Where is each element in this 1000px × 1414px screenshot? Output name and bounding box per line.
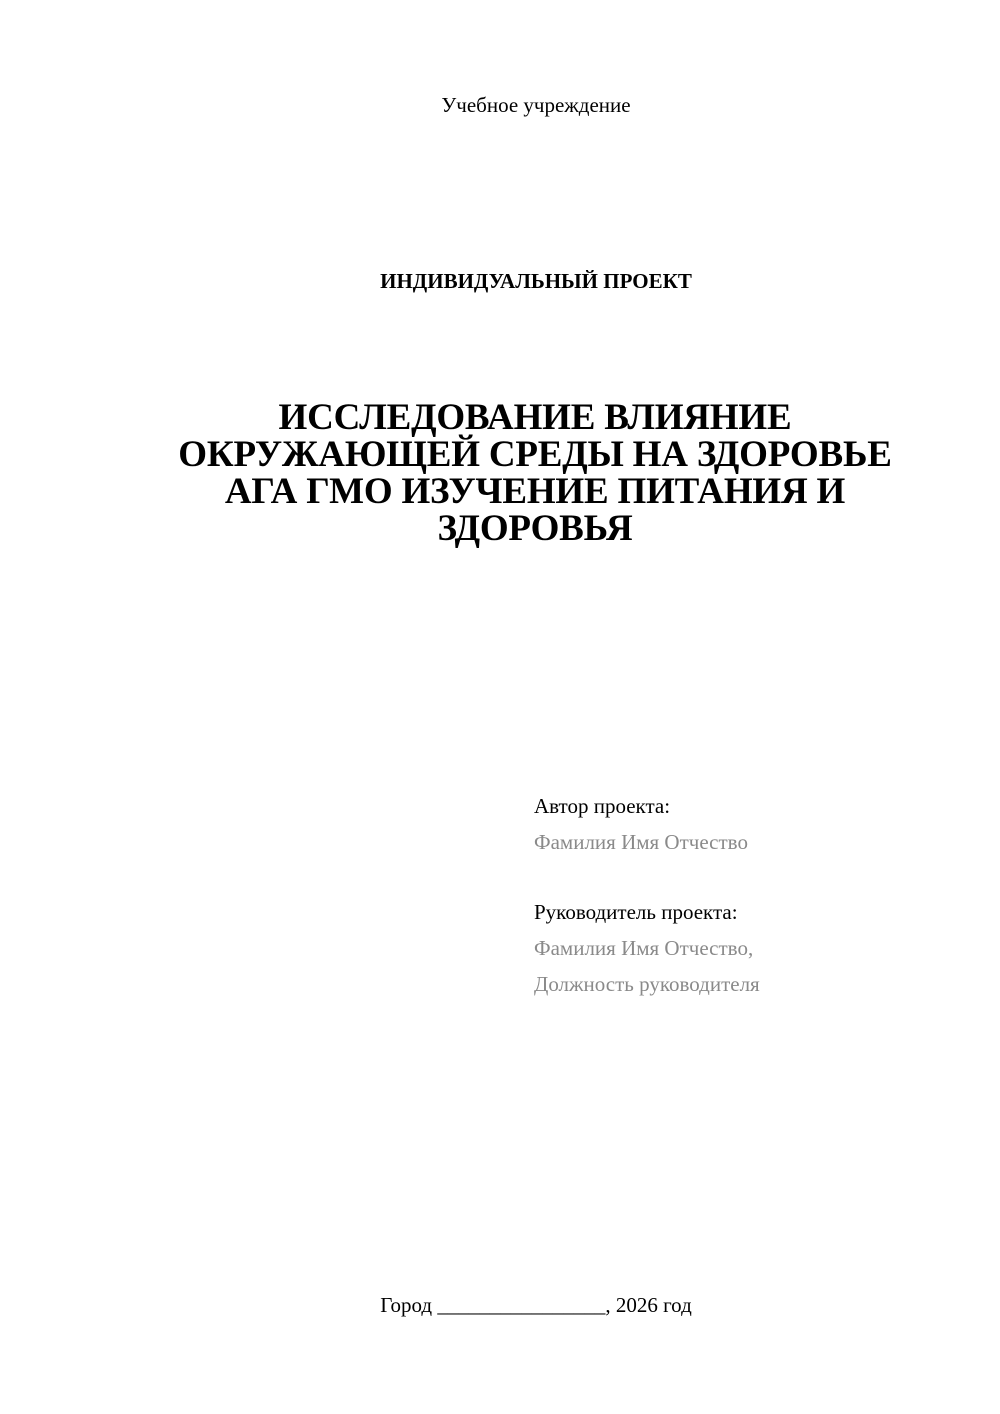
project-title-line: ЗДОРОВЬЯ <box>437 508 633 549</box>
credits-spacer <box>534 860 974 894</box>
project-title-line: ОКРУЖАЮЩЕЙ СРЕДЫ НА ЗДОРОВЬЕ <box>178 434 892 475</box>
project-title-line: АГА ГМО ИЗУЧЕНИЕ ПИТАНИЯ И <box>224 471 846 512</box>
city-year-line: Город ________________, 2026 год <box>380 1293 692 1317</box>
author-label: Автор проекта: <box>534 794 671 818</box>
author-name-placeholder: Фамилия Имя Отчество <box>534 830 748 854</box>
project-title-line: ИССЛЕДОВАНИЕ ВЛИЯНИЕ <box>278 397 792 438</box>
supervisor-position-placeholder: Должность руководителя <box>534 972 760 996</box>
project-title <box>130 399 940 547</box>
project-kind-heading: ИНДИВИДУАЛЬНЫЙ ПРОЕКТ <box>380 269 692 293</box>
credits-block <box>534 788 974 1002</box>
supervisor-name-placeholder: Фамилия Имя Отчество, <box>534 936 754 960</box>
institution-name: Учебное учреждение <box>441 93 631 117</box>
supervisor-label: Руководитель проекта: <box>534 900 738 924</box>
